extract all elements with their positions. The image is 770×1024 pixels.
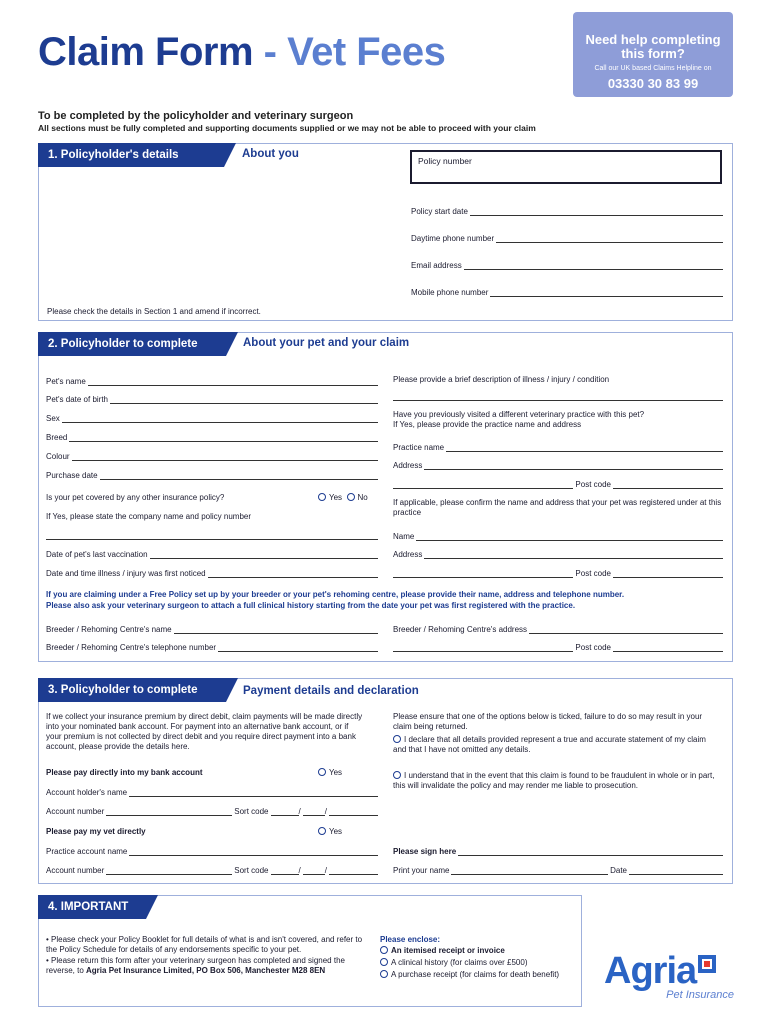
- daytime-phone-field[interactable]: [411, 234, 723, 243]
- pet-name-field[interactable]: [46, 377, 378, 386]
- registered-name-label: Name: [393, 532, 415, 541]
- purchase-date-field[interactable]: [46, 471, 378, 480]
- other-insurance-options: [318, 493, 368, 503]
- helpline-phone[interactable]: 03330 30 83 99: [607, 76, 699, 91]
- important-bullet-1: • Please check your Policy Booklet for full details of what is and isn't covered, and refer to the Policy Schedule for details of any endorsements specific to your pet.: [46, 935, 363, 954]
- policy-number-label: Policy number: [418, 156, 472, 166]
- pay-vet-yes-label: Yes: [329, 827, 343, 836]
- fraud-text: I understand that in the event that this claim is found to be fraudulent in whole or in part, this will invalidate the policy and may render me liable to prosecution.: [393, 771, 715, 790]
- enclose-3-radio[interactable]: [380, 970, 388, 978]
- section-3-heading: Payment details and declaration: [243, 685, 419, 697]
- breed-label: Breed: [46, 433, 68, 442]
- registered-postcode-field[interactable]: [393, 569, 723, 578]
- section-3-tab: 3. Policyholder to complete: [38, 678, 226, 702]
- practice-account-number-label: Account number: [46, 866, 105, 875]
- practice-account-label: Practice account name: [46, 847, 128, 856]
- free-policy-line-1: If you are claiming under a Free Policy set up by your breeder or your pet's rehoming centre, please provide their name, address and telephone number.: [46, 590, 625, 599]
- last-vaccination-label: Date of pet's last vaccination: [46, 550, 148, 559]
- signature-field[interactable]: [393, 847, 723, 856]
- intro-heading: To be completed by the policyholder and veterinary surgeon: [38, 110, 354, 122]
- last-vaccination-field[interactable]: [46, 550, 378, 559]
- registered-under-label: If applicable, please confirm the name and address that your pet was registered under at this practice: [393, 498, 722, 517]
- description-label: Please provide a brief description of illness / injury / condition: [393, 375, 610, 384]
- pay-me-label: Please pay directly into my bank account: [46, 768, 203, 777]
- page-title: Claim Form - Vet Fees: [38, 30, 446, 74]
- daytime-phone-label: Daytime phone number: [411, 234, 495, 243]
- breed-field[interactable]: [46, 433, 378, 442]
- section-1-tab: 1. Policyholder's details: [38, 143, 224, 167]
- other-insurance-field[interactable]: [46, 532, 378, 540]
- fraud-radio[interactable]: [393, 771, 401, 779]
- pay-vet-option: [318, 827, 342, 837]
- agria-logo-word: Agria: [604, 950, 697, 992]
- help-heading-2: this form?: [621, 46, 685, 61]
- no-label: No: [357, 493, 368, 502]
- practice-address-label: Address: [393, 461, 423, 470]
- account-number-label: Account number: [46, 807, 105, 816]
- declaration-option: [393, 735, 715, 755]
- section-2-tab: 2. Policyholder to complete: [38, 332, 226, 356]
- agria-logo: [604, 950, 744, 1001]
- mobile-phone-label: Mobile phone number: [411, 288, 489, 297]
- no-radio[interactable]: [347, 493, 355, 501]
- help-heading: Need help completing: [585, 32, 721, 47]
- enclose-heading: Please enclose:: [380, 935, 441, 944]
- help-subtext: Call our UK based Claims Helpline on: [594, 65, 712, 72]
- sex-field[interactable]: [46, 414, 378, 423]
- email-field[interactable]: [411, 261, 723, 270]
- description-field[interactable]: [393, 393, 723, 401]
- fraud-option: [393, 771, 715, 791]
- enclose-1-label: An itemised receipt or invoice: [391, 946, 505, 955]
- other-insurance-question: Is your pet covered by any other insurance policy?: [46, 493, 225, 502]
- pet-dob-label: Pet's date of birth: [46, 395, 109, 404]
- breeder-phone-field[interactable]: [46, 643, 378, 652]
- enclose-item-3: [380, 970, 559, 980]
- practice-name-label: Practice name: [393, 443, 445, 452]
- signature-label: Please sign here: [393, 847, 457, 856]
- practice-name-field[interactable]: [393, 443, 723, 452]
- enclose-2-label: A clinical history (for claims over £500): [391, 958, 528, 967]
- direct-debit-text: If we collect your insurance premium by direct debit, claim payments will be made directly into your nominated bank account. For payment into an alternative bank account, or if your premium is not collected by direct debit and you require direct payment into a bank account, please provide the details here.: [46, 712, 363, 751]
- pay-me-radio[interactable]: [318, 768, 326, 776]
- section-4-tab: 4. IMPORTANT: [38, 895, 146, 919]
- registered-address-label: Address: [393, 550, 423, 559]
- account-number-field[interactable]: Account number Sort code / /: [46, 807, 378, 816]
- policy-start-field[interactable]: [411, 207, 723, 216]
- enclose-3-label: A purchase receipt (for claims for death benefit): [391, 970, 560, 979]
- yes-label: Yes: [329, 493, 343, 502]
- enclose-item-2: [380, 958, 528, 968]
- policy-number-box[interactable]: [410, 150, 722, 184]
- previous-vet-q: Have you previously visited a different veterinary practice with this pet?: [393, 410, 645, 419]
- sex-label: Sex: [46, 414, 60, 423]
- declaration-text: I declare that all details provided represent a true and accurate statement of my claim and that I have not omitted any details.: [393, 735, 706, 754]
- free-policy-notice: [46, 589, 726, 611]
- practice-address-field[interactable]: [393, 461, 723, 470]
- breeder-phone-label: Breeder / Rehoming Centre's telephone number: [46, 643, 217, 652]
- important-bullet-2: • Please return this form after your veterinary surgeon has completed and signed the reverse, to Agria Pet Insurance Limited, PO Box 506, Manchester M28 8EN: [46, 956, 345, 975]
- registered-postcode-label: Post code: [575, 569, 611, 578]
- pay-me-option: [318, 768, 342, 778]
- policy-start-label: Policy start date: [411, 207, 468, 216]
- account-holder-field[interactable]: [46, 788, 378, 797]
- enclose-2-radio[interactable]: [380, 958, 388, 966]
- section-2-heading: About your pet and your claim: [243, 337, 410, 349]
- colour-field[interactable]: [46, 452, 378, 461]
- yes-radio[interactable]: [318, 493, 326, 501]
- pay-vet-radio[interactable]: [318, 827, 326, 835]
- enclose-item-1: [380, 946, 505, 956]
- free-policy-line-2: Please also ask your veterinary surgeon to attach a full clinical history starting from the date your pet was first registered with the practice.: [46, 601, 576, 610]
- breeder-name-field[interactable]: [46, 625, 378, 634]
- practice-account-field[interactable]: [46, 847, 378, 856]
- colour-label: Colour: [46, 452, 70, 461]
- registered-name-field[interactable]: [393, 532, 723, 541]
- previous-vet-if: If Yes, please provide the practice name and address: [393, 420, 582, 429]
- section-1-heading: About you: [242, 148, 299, 160]
- registered-address-field[interactable]: [393, 550, 723, 559]
- breeder-postcode-label: Post code: [575, 643, 611, 652]
- print-name-field[interactable]: [393, 866, 723, 875]
- previous-vet-question: [393, 410, 723, 430]
- print-name-label: Print your name: [393, 866, 450, 875]
- date-label: Date: [610, 866, 627, 875]
- practice-postcode-label: Post code: [575, 480, 611, 489]
- intro-note: All sections must be fully completed and supporting documents supplied or we may not be able to proceed with your claim: [38, 123, 536, 133]
- declaration-radio[interactable]: [393, 735, 401, 743]
- breeder-address-field[interactable]: [393, 625, 723, 634]
- email-label: Email address: [411, 261, 462, 270]
- section-1-note: Please check the details in Section 1 and amend if incorrect.: [47, 307, 261, 316]
- breeder-postcode-field[interactable]: [393, 643, 723, 652]
- enclose-1-radio[interactable]: [380, 946, 388, 954]
- agria-logo-mark-icon: [698, 955, 716, 973]
- pet-dob-field[interactable]: [46, 395, 378, 404]
- practice-postcode-field[interactable]: [393, 480, 723, 489]
- practice-account-number-field[interactable]: Account number Sort code / /: [46, 866, 378, 875]
- purchase-date-label: Purchase date: [46, 471, 98, 480]
- sort-code-label: Sort code: [234, 807, 269, 816]
- breeder-address-label: Breeder / Rehoming Centre's address: [393, 625, 528, 634]
- agria-logo-subtitle: Pet Insurance: [666, 989, 734, 1001]
- helpline-box: [573, 12, 733, 97]
- ensure-ticked-text: Please ensure that one of the options below is ticked, failure to do so may result in your claim being returned.: [393, 712, 703, 731]
- first-noticed-field[interactable]: [46, 569, 378, 578]
- pet-name-label: Pet's name: [46, 377, 86, 386]
- first-noticed-label: Date and time illness / injury was first noticed: [46, 569, 206, 578]
- pay-vet-label: Please pay my vet directly: [46, 827, 146, 836]
- pay-me-yes-label: Yes: [329, 768, 343, 777]
- if-yes-insurance-label: If Yes, please state the company name and policy number: [46, 512, 252, 521]
- mobile-phone-field[interactable]: [411, 288, 723, 297]
- account-holder-label: Account holder's name: [46, 788, 128, 797]
- practice-sort-code-label: Sort code: [234, 866, 269, 875]
- breeder-name-label: Breeder / Rehoming Centre's name: [46, 625, 172, 634]
